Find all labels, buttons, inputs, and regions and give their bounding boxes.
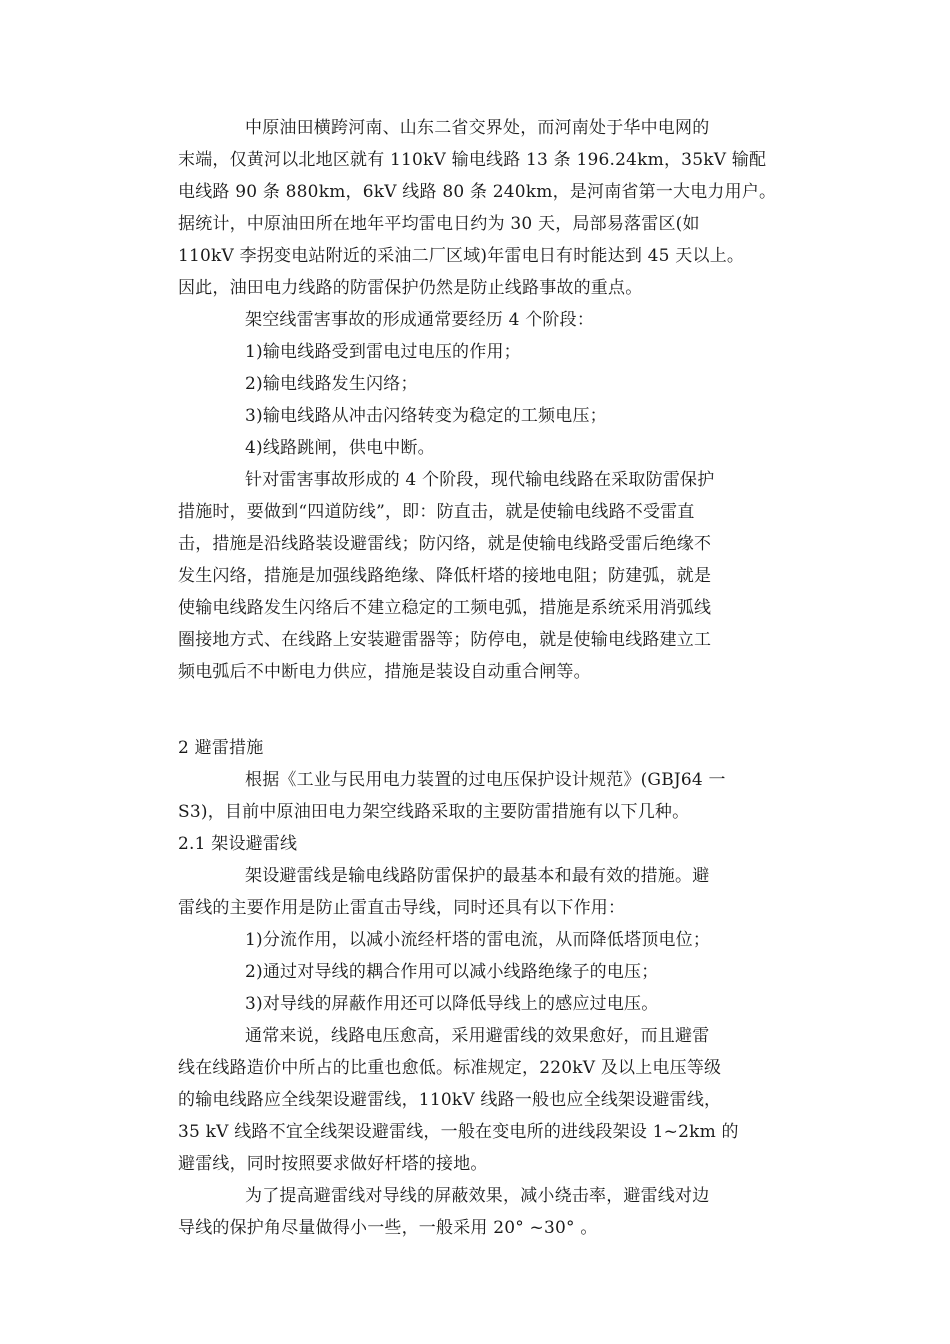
paragraph-line: 中原油田横跨河南、山东二省交界处，而河南处于华中电网的 [245,118,710,138]
paragraph-line: 110kV 李拐变电站附近的采油二厂区域)年雷电日有时能达到 45 天以上。 [178,246,745,266]
paragraph-line: 因此，油田电力线路的防雷保护仍然是防止线路事故的重点。 [178,278,643,298]
paragraph-line: 根据《工业与民用电力装置的过电压保护设计规范》(GBJ64 一 [245,770,726,790]
list-item: 3)输电线路从冲击闪络转变为稳定的工频电压； [245,406,607,426]
section-heading: 2 避雷措施 [178,738,264,758]
paragraph-line: 圈接地方式、在线路上安装避雷器等；防停电，就是使输电线路建立工 [178,630,712,650]
paragraph-line: 措施时，要做到“四道防线”，即：防直击，就是使输电线路不受雷直 [178,502,695,522]
paragraph-line: S3)，目前中原油田电力架空线路采取的主要防雷措施有以下几种。 [178,802,690,822]
paragraph-line: 雷线的主要作用是防止雷直击导线，同时还具有以下作用： [178,898,626,918]
paragraph-line: 末端，仅黄河以北地区就有 110kV 输电线路 13 条 196.24km，35kV 输配 [178,150,767,170]
paragraph-line: 电线路 90 条 880km，6kV 线路 80 条 240km，是河南省第一大电力用户。 [178,182,777,202]
list-item: 2)通过对导线的耦合作用可以减小线路绝缘子的电压； [245,962,659,982]
paragraph-line: 35 kV 线路不宜全线架设避雷线，一般在变电所的进线段架设 1~2km 的 [178,1122,739,1142]
paragraph-line: 发生闪络，措施是加强线路绝缘、降低杆塔的接地电阻；防建弧，就是 [178,566,712,586]
list-item: 2)输电线路发生闪络； [245,374,418,394]
paragraph-line: 频电弧后不中断电力供应，措施是装设自动重合闸等。 [178,662,591,682]
list-item: 1)分流作用，以减小流经杆塔的雷电流，从而降低塔顶电位； [245,930,711,950]
subsection-heading: 2.1 架设避雷线 [178,834,298,854]
paragraph-line: 为了提高避雷线对导线的屏蔽效果，减小绕击率，避雷线对边 [245,1186,710,1206]
list-item: 3)对导线的屏蔽作用还可以降低导线上的感应过电压。 [245,994,659,1014]
paragraph-line: 避雷线，同时按照要求做好杆塔的接地。 [178,1154,488,1174]
paragraph-line: 据统计，中原油田所在地年平均雷电日约为 30 天，局部易落雷区(如 [178,214,700,234]
list-item: 4)线路跳闸，供电中断。 [245,438,435,458]
paragraph-line: 使输电线路发生闪络后不建立稳定的工频电弧，措施是系统采用消弧线 [178,598,712,618]
paragraph-line: 线在线路造价中所占的比重也愈低。标准规定，220kV 及以上电压等级 [178,1058,722,1078]
paragraph-line: 通常来说，线路电压愈高，采用避雷线的效果愈好，而且避雷 [245,1026,710,1046]
list-item: 1)输电线路受到雷电过电压的作用； [245,342,521,362]
paragraph-line: 导线的保护角尽量做得小一些，一般采用 20° ~30° 。 [178,1218,598,1238]
paragraph-line: 架空线雷害事故的形成通常要经历 4 个阶段： [245,310,595,330]
paragraph-line: 架设避雷线是输电线路防雷保护的最基本和最有效的措施。避 [245,866,710,886]
paragraph-line: 击，措施是沿线路装设避雷线；防闪络，就是使输电线路受雷后绝缘不 [178,534,712,554]
paragraph-line: 的输电线路应全线架设避雷线，110kV 线路一般也应全线架设避雷线， [178,1090,722,1110]
paragraph-line: 针对雷害事故形成的 4 个阶段，现代输电线路在采取防雷保护 [245,470,715,490]
